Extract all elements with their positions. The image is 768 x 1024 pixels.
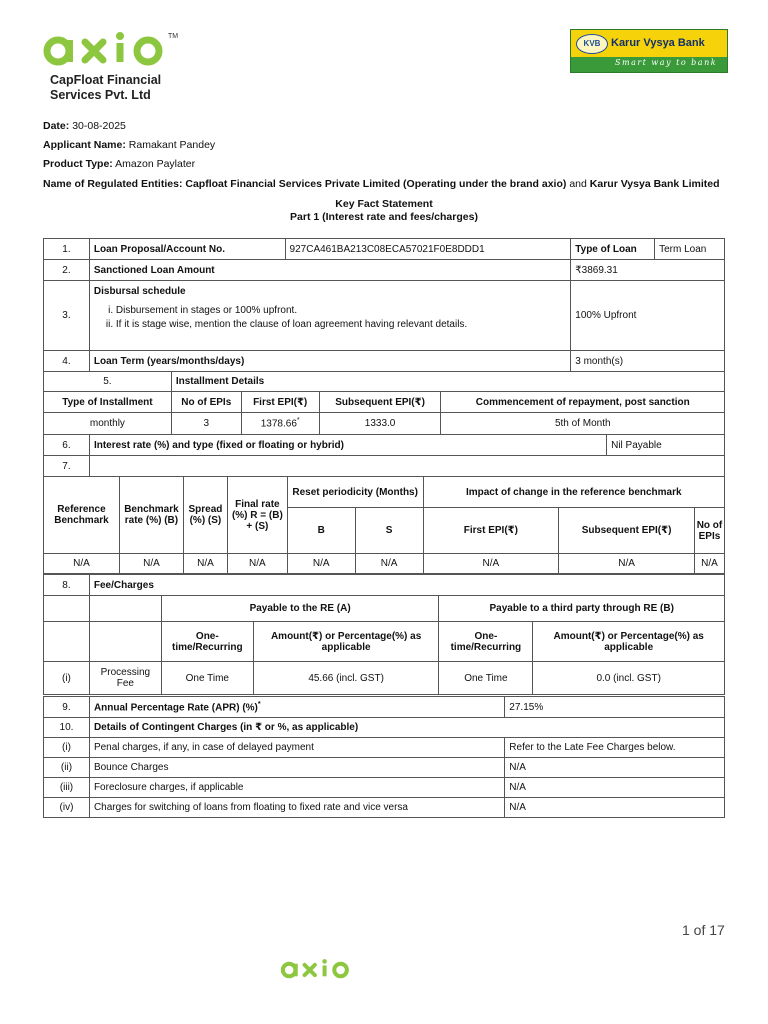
kvb-logo	[570, 29, 728, 73]
row-num: 7.	[44, 456, 90, 477]
statement-subtitle: Part 1 (Interest rate and fees/charges)	[290, 211, 478, 223]
apr-value: 27.15%	[505, 697, 725, 718]
header-cell: Amount(₹) or Percentage(%) as applicable	[253, 622, 439, 662]
entities-part2: Karur Vysya Bank Limited	[589, 178, 720, 190]
row-3	[44, 281, 725, 351]
header-cell: Type of Installment	[44, 392, 172, 413]
header-cell: Impact of change in the reference benchmark	[423, 477, 724, 508]
row-num: 8.	[44, 575, 90, 596]
header-cell: No of EPIs	[694, 508, 724, 554]
row-num: 5.	[44, 372, 172, 392]
header-cell: Payable to a third party through RE (B)	[439, 596, 725, 622]
loan-type-value: Term Loan	[655, 239, 725, 260]
list-item: ii. If it is stage wise, mention the clause of loan agreement having relevant details.	[116, 319, 566, 330]
list-item: i. Disbursement in stages or 100% upfront.	[116, 305, 566, 316]
empty-cell	[89, 456, 724, 477]
value-cell: N/A	[287, 554, 355, 574]
row-9	[44, 697, 725, 718]
installment-header	[44, 392, 725, 413]
date-line	[43, 120, 126, 132]
item-num: (iii)	[44, 778, 90, 798]
entities-and: and	[569, 178, 587, 190]
third-party-type: One Time	[439, 662, 533, 695]
header-cell: One-time/Recurring	[161, 622, 253, 662]
item-value: N/A	[505, 798, 725, 818]
statement-title: Key Fact Statement	[335, 198, 433, 210]
row-8	[44, 575, 725, 596]
value-cell: N/A	[355, 554, 423, 574]
kvb-tagline: Smart way to bank	[615, 58, 718, 67]
header-cell: Subsequent EPI(₹)	[559, 508, 695, 554]
row-num: 6.	[44, 435, 90, 456]
applicant-value: Ramakant Pandey	[128, 139, 216, 151]
footer-axio-logo	[276, 958, 364, 987]
row-1	[44, 239, 725, 260]
first-epi	[241, 413, 319, 435]
header-cell: Payable to the RE (A)	[161, 596, 439, 622]
row-6	[44, 435, 725, 456]
header-cell: One-time/Recurring	[439, 622, 533, 662]
contingent-row	[44, 798, 725, 818]
interest-value: Nil Payable	[607, 435, 725, 456]
first-epi-value: 1378.66	[260, 418, 297, 430]
svg-text:TM: TM	[168, 33, 179, 40]
disbursal-cell	[89, 281, 570, 351]
contingent-row	[44, 758, 725, 778]
value-cell: N/A	[119, 554, 183, 574]
header-cell: Commencement of repayment, post sanction	[441, 392, 725, 413]
installment-values	[44, 413, 725, 435]
entities-part1: Capfloat Financial Services Private Limited (Operating under the brand axio)	[185, 178, 567, 190]
item-label: Foreclosure charges, if applicable	[89, 778, 504, 798]
row-label: Fee/Charges	[89, 575, 724, 596]
value-cell: N/A	[694, 554, 724, 574]
processing-fee-row	[44, 662, 725, 695]
value-cell: N/A	[44, 554, 120, 574]
kfs-table-top	[43, 238, 725, 372]
benchmark-values	[44, 554, 725, 574]
date-label: Date:	[43, 120, 70, 132]
company-name	[50, 73, 161, 103]
apr-contingent-table	[43, 696, 725, 818]
fees-table	[43, 574, 725, 695]
item-label: Bounce Charges	[89, 758, 504, 778]
header-cell: First EPI(₹)	[423, 508, 559, 554]
axio-logo-graphic	[42, 30, 182, 72]
row-num: 9.	[44, 697, 90, 718]
contingent-row	[44, 738, 725, 758]
row-num: 4.	[44, 351, 90, 372]
entities-label: Name of Regulated Entities:	[43, 178, 183, 190]
subsequent-epi: 1333.0	[319, 413, 441, 435]
re-type: One Time	[161, 662, 253, 695]
contingent-row	[44, 778, 725, 798]
benchmark-table	[43, 476, 725, 574]
disbursal-value: 100% Upfront	[571, 281, 725, 351]
page-header	[0, 0, 768, 112]
row-2	[44, 260, 725, 281]
header-cell: S	[355, 508, 423, 554]
row-num: 3.	[44, 281, 90, 351]
item-value: N/A	[505, 778, 725, 798]
third-party-amount: 0.0 (incl. GST)	[533, 662, 725, 695]
row-7	[44, 456, 725, 477]
disbursal-list	[94, 305, 566, 330]
header-cell: Spread (%) (S)	[183, 477, 227, 554]
item-label: Processing Fee	[89, 662, 161, 695]
value-cell: N/A	[559, 554, 695, 574]
header-cell: Benchmark rate (%) (B)	[119, 477, 183, 554]
fees-header-1	[44, 596, 725, 622]
item-num: (i)	[44, 738, 90, 758]
row-label: Interest rate (%) and type (fixed or floating or hybrid)	[89, 435, 606, 456]
row-5	[44, 372, 725, 392]
header-cell: No of EPIs	[171, 392, 241, 413]
entities-line	[43, 178, 720, 190]
row-10	[44, 718, 725, 738]
item-num: (iv)	[44, 798, 90, 818]
row-label: Disbursal schedule	[93, 286, 186, 297]
company-line-2: Services Pvt. Ltd	[50, 88, 151, 102]
header-cell: B	[287, 508, 355, 554]
product-label: Product Type:	[43, 158, 113, 170]
row-num: 2.	[44, 260, 90, 281]
applicant-line	[43, 139, 215, 151]
kvb-name: Karur Vysya Bank	[611, 37, 705, 49]
first-epi-mark: *	[296, 417, 300, 425]
fees-header-2	[44, 622, 725, 662]
header-cell: Reference Benchmark	[44, 477, 120, 554]
value-cell: N/A	[423, 554, 559, 574]
row-label: Details of Contingent Charges (in ₹ or %, as applicable)	[89, 718, 724, 738]
loan-term-value: 3 month(s)	[571, 351, 725, 372]
company-line-1: CapFloat Financial	[50, 73, 162, 87]
statement-title-block	[0, 198, 768, 224]
header-cell: First EPI(₹)	[241, 392, 319, 413]
account-number: 927CA461BA213C08ECA57021F0E8DDD1	[285, 239, 571, 260]
installment-type: monthly	[44, 413, 172, 435]
row-label: Installment Details	[171, 372, 724, 392]
commencement: 5th of Month	[441, 413, 725, 435]
date-value: 30-08-2025	[72, 120, 126, 132]
row-num: 10.	[44, 718, 90, 738]
product-value: Amazon Paylater	[115, 158, 196, 170]
row-4	[44, 351, 725, 372]
row-label: Sanctioned Loan Amount	[89, 260, 570, 281]
header-cell: Final rate (%) R = (B) + (S)	[227, 477, 287, 554]
item-value: N/A	[505, 758, 725, 778]
item-label: Charges for switching of loans from floating to fixed rate and vice versa	[89, 798, 504, 818]
value-cell: N/A	[227, 554, 287, 574]
header-cell: Reset periodicity (Months)	[287, 477, 423, 508]
benchmark-header-1	[44, 477, 725, 508]
value-cell: N/A	[183, 554, 227, 574]
kvb-badge: KVB	[576, 34, 608, 54]
item-num: (i)	[44, 662, 90, 695]
no-of-epis: 3	[171, 413, 241, 435]
product-line	[43, 158, 195, 170]
apr-mark: *	[257, 700, 261, 708]
sanctioned-amount: ₹3869.31	[571, 260, 725, 281]
footer-logo-graphic	[276, 958, 364, 982]
item-label: Penal charges, if any, in case of delayed payment	[89, 738, 504, 758]
row-label: Loan Term (years/months/days)	[89, 351, 570, 372]
header-cell: Amount(₹) or Percentage(%) as applicable	[533, 622, 725, 662]
header-cell: Subsequent EPI(₹)	[319, 392, 441, 413]
re-amount: 45.66 (incl. GST)	[253, 662, 439, 695]
row-num: 1.	[44, 239, 90, 260]
loan-type-label: Type of Loan	[571, 239, 655, 260]
applicant-label: Applicant Name:	[43, 139, 126, 151]
interest-table	[43, 434, 725, 477]
item-value: Refer to the Late Fee Charges below.	[505, 738, 725, 758]
row-label: Loan Proposal/Account No.	[89, 239, 285, 260]
page-number: 1 of 17	[682, 922, 725, 938]
installment-table	[43, 371, 725, 435]
item-num: (ii)	[44, 758, 90, 778]
axio-logo	[42, 30, 182, 77]
row-label: Annual Percentage Rate (APR) (%)*	[89, 697, 504, 718]
